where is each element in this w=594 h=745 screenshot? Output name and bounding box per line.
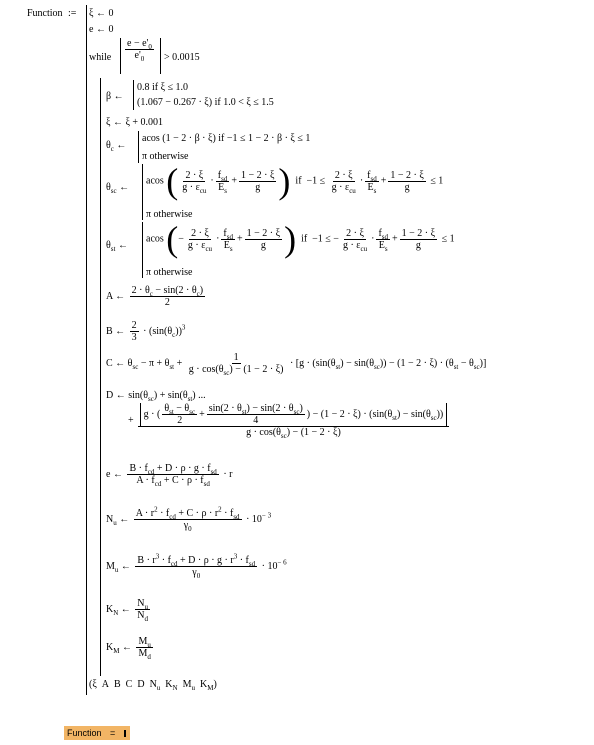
while-fraction: $\frac{e - e'_0}{e'_0}$: [127, 38, 152, 63]
b-assign: B ← $\frac{2}{3}$ · $(\sin(\theta_c))^3$: [106, 320, 186, 343]
beta-case1: 0.8 if ξ ≤ 1.0: [137, 82, 189, 93]
theta-st-assign: $\theta_{st}$ ←: [106, 240, 128, 253]
mu-assign: $M_u$ ← $\frac{B \cdot r^3 \cdot f_{cd} + D \cdot \rho \cdot g \cdot r^3 \cdot f_{sd}}{\gamma_0}$ · $10^{- 6}$: [106, 552, 287, 580]
define-operator: :=: [68, 8, 77, 19]
result-vector: (ξ A B C D $N_u$ $K_N$ $M_u$ $K_M$): [89, 679, 217, 692]
eval-operator: =: [110, 728, 116, 738]
e-assign: e ← $\frac{B \cdot f_{cd} + D \cdot \rho \cdot g \cdot f_{sd}}{A \cdot f_{cd} + C \cdot \rho \cdot f_{sd}}$ · r: [106, 463, 233, 488]
theta-sc-case1: acos ( $\frac{2 \cdot \xi}{g \cdot \varepsilon_{cu}}$ · $\frac{f_{sd}}{E_s}$ + $\frac{1 - 2 \cdot \xi}{g}$ ) if −1 ≤ $\frac{2 \cdot \xi}{g \cdot \varepsilon_{cu}}$ · $\frac{f_{sd}}{E_s}$ + $\frac{1 - 2 \cdot \xi}{g}$ ≤ 1: [146, 161, 444, 201]
function-evaluation-box[interactable]: [64, 726, 130, 740]
theta-sc-otherwise: π otherwise: [146, 209, 193, 220]
init-e: e ← 0: [89, 24, 114, 35]
theta-sc-cases-bar: [142, 164, 143, 220]
theta-c-assign: $\theta_c$ ←: [106, 140, 127, 153]
km-assign: $K_M$ ← $\frac{M_u}{M_d}$: [106, 636, 151, 661]
while-body-bar: [100, 78, 101, 676]
theta-st-case1: acos (− $\frac{2 \cdot \xi}{g \cdot \varepsilon_{cu}}$ · $\frac{f_{sd}}{E_s}$ + $\frac{1 - 2 \cdot \xi}{g}$ ) if −1 ≤ − $\frac{2 \cdot \xi}{g \cdot \varepsilon_{cu}}$ · $\frac{f_{sd}}{E_s}$ + $\frac{1 - 2 \cdot \xi}{g}$ ≤ 1: [146, 219, 455, 259]
kn-assign: $K_N$ ← $\frac{N_u}{N_d}$: [106, 598, 149, 623]
while-condition: > 0.0015: [164, 52, 200, 63]
while-keyword: while: [89, 52, 112, 63]
function-name: Function: [27, 8, 63, 19]
theta-st-cases-bar: [142, 222, 143, 278]
xi-increment: ξ ← ξ + 0.001: [106, 117, 164, 128]
abs-bar-left: [120, 38, 121, 74]
c-assign: C ← $\theta_{sc} - \pi + \theta_{st}$ + $\frac{1}{g \cdot \cos(\theta_{sc}) - (1 - 2 \cdot \xi)}$ · $[g \cdot (\sin(\theta_{st}) - \sin(\theta_{sc})) - (1 - 2 \cdot \xi) \cdot (\theta_{st} - \theta_{sc})]$: [106, 352, 487, 377]
d-continuation: + g · ( $\frac{\theta_{st} - \theta_{sc}}{2}$ + $\frac{\sin(2 \cdot \theta_{st}) - \sin(2 \cdot \theta_{sc})}{4}$ ) − $(1 - 2 \cdot \xi) \cdot (\sin(\theta_{st}) - \sin(\theta_{sc}))$ $g \cdot \cos(\theta_{sc}) - (1 - 2 \cdot \xi)$: [128, 403, 451, 438]
beta-cases-bar: [133, 80, 134, 110]
a-assign: A ← $\frac{2 \cdot \theta_c - \sin(2 \cdot \theta_c)}{2}$: [106, 285, 204, 308]
evaluation-label: Function: [67, 728, 102, 738]
beta-assign: β ←: [106, 91, 124, 102]
theta-sc-assign: $\theta_{sc}$ ←: [106, 182, 130, 195]
abs-bar-right: [160, 38, 161, 74]
program-bar: [86, 5, 87, 695]
nu-assign: $N_u$ ← $\frac{A \cdot r^2 \cdot f_{cd} + C \cdot \rho \cdot r^2 \cdot f_{sd}}{\gamma_0}$ · $10^{- 3}$: [106, 505, 272, 533]
theta-c-cases-bar: [138, 131, 139, 163]
theta-st-otherwise: π otherwise: [146, 267, 193, 278]
input-cursor: [124, 730, 126, 737]
theta-c-case1: acos (1 − 2 · β · ξ) if −1 ≤ 1 − 2 · β · ξ ≤ 1: [142, 133, 311, 144]
d-assign: D ← $\sin(\theta_{sc}) + \sin(\theta_{st})$ ...: [106, 390, 206, 403]
beta-case2: (1.067 − 0.267 · ξ) if 1.0 < ξ ≤ 1.5: [137, 97, 274, 108]
theta-c-otherwise: π otherwise: [142, 151, 189, 162]
init-xi: ξ ← 0: [89, 8, 114, 19]
